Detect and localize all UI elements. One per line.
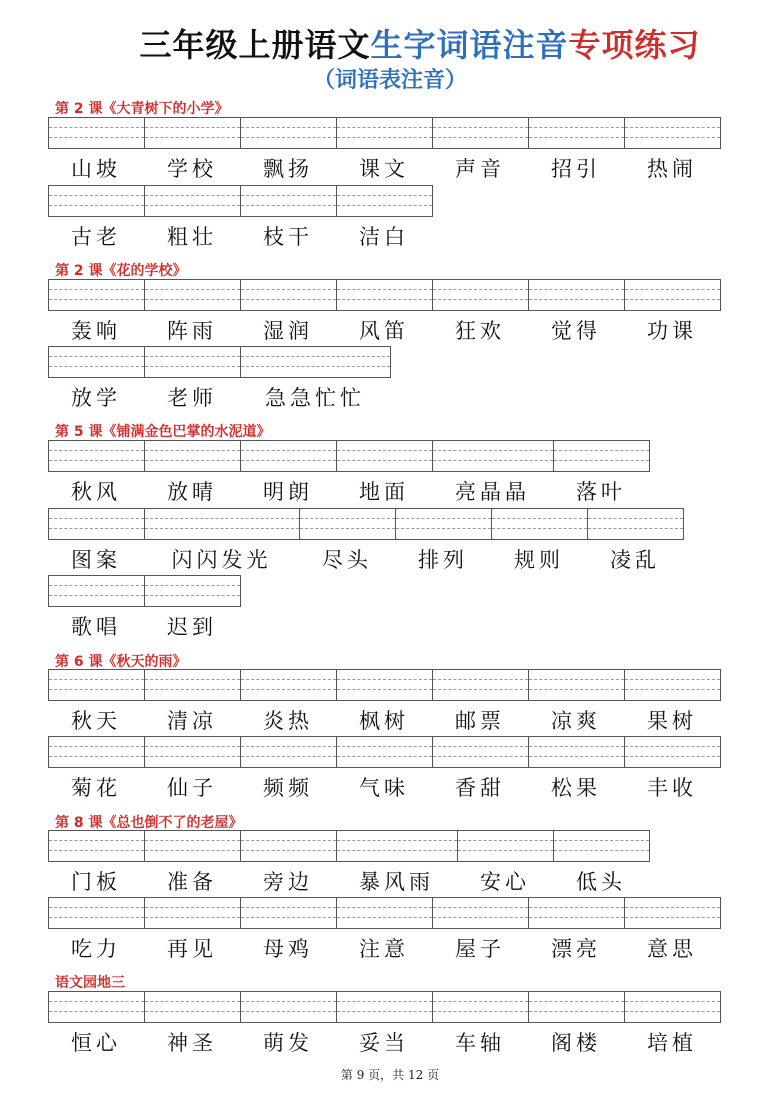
pinyin-writing-box[interactable] (299, 508, 396, 540)
pinyin-box-row (48, 991, 720, 1023)
word-list (48, 866, 649, 896)
pinyin-writing-box[interactable] (432, 669, 529, 701)
pinyin-writing-box[interactable] (240, 346, 391, 378)
pinyin-box-row (48, 575, 240, 607)
vocab-word: 飘扬 (263, 157, 313, 181)
vocab-word: 觉得 (551, 319, 601, 343)
pinyin-writing-box[interactable] (553, 830, 650, 862)
page-footer: 第 9 页，共 12 页 (340, 1068, 440, 1082)
vocab-word: 车轴 (455, 1031, 505, 1055)
pinyin-writing-box[interactable] (528, 736, 625, 768)
vocab-word: 炎热 (263, 709, 313, 733)
pinyin-writing-box[interactable] (240, 185, 337, 217)
word-list (48, 772, 720, 802)
pinyin-writing-box[interactable] (432, 279, 529, 311)
pinyin-writing-box[interactable] (240, 279, 337, 311)
word-row (48, 575, 240, 655)
pinyin-writing-box[interactable] (144, 897, 241, 929)
vocab-word: 声音 (455, 157, 505, 181)
vocab-word: 落叶 (576, 480, 626, 504)
pinyin-writing-box[interactable] (240, 830, 337, 862)
pinyin-writing-box[interactable] (48, 897, 145, 929)
vocab-word: 排列 (418, 548, 468, 572)
pinyin-writing-box[interactable] (144, 508, 300, 540)
pinyin-writing-box[interactable] (336, 117, 433, 149)
pinyin-writing-box[interactable] (240, 440, 337, 472)
pinyin-box-row (48, 279, 720, 311)
pinyin-writing-box[interactable] (48, 346, 145, 378)
pinyin-writing-box[interactable] (528, 669, 625, 701)
pinyin-writing-box[interactable] (528, 897, 625, 929)
vocab-word: 门板 (71, 870, 121, 894)
pinyin-box-row (48, 440, 649, 472)
pinyin-writing-box[interactable] (457, 830, 554, 862)
vocab-word: 规则 (514, 548, 564, 572)
pinyin-writing-box[interactable] (624, 991, 721, 1023)
vocab-word: 老师 (167, 386, 217, 410)
vocab-word: 枝干 (263, 225, 313, 249)
vocab-word: 歌唱 (71, 615, 121, 639)
vocab-word: 频频 (263, 776, 313, 800)
pinyin-writing-box[interactable] (395, 508, 492, 540)
vocab-word: 阵雨 (167, 319, 217, 343)
vocab-word: 屋子 (455, 937, 505, 961)
vocab-word: 阁楼 (551, 1031, 601, 1055)
pinyin-writing-box[interactable] (240, 991, 337, 1023)
title-part-practice: 专项练习 (568, 26, 701, 64)
pinyin-writing-box[interactable] (48, 508, 145, 540)
pinyin-writing-box[interactable] (48, 185, 145, 217)
pinyin-writing-box[interactable] (144, 346, 241, 378)
pinyin-writing-box[interactable] (240, 897, 337, 929)
pinyin-box-row (48, 185, 432, 217)
pinyin-writing-box[interactable] (432, 897, 529, 929)
title-part-grade: 三年级上册语文 (139, 26, 371, 64)
vocab-word: 放晴 (167, 480, 217, 504)
vocab-word: 秋天 (71, 709, 121, 733)
pinyin-writing-box[interactable] (432, 736, 529, 768)
pinyin-writing-box[interactable] (48, 736, 145, 768)
pinyin-writing-box[interactable] (144, 440, 241, 472)
pinyin-writing-box[interactable] (144, 279, 241, 311)
pinyin-box-row (48, 346, 390, 378)
pinyin-writing-box[interactable] (336, 279, 433, 311)
vocab-word: 邮票 (455, 709, 505, 733)
word-list (48, 476, 649, 506)
pinyin-writing-box[interactable] (144, 991, 241, 1023)
vocab-word: 安心 (480, 870, 530, 894)
vocab-word: 神圣 (167, 1031, 217, 1055)
pinyin-writing-box[interactable] (528, 117, 625, 149)
word-list (48, 705, 720, 735)
lesson-title: 语文园地三 (55, 975, 125, 991)
word-list (48, 221, 432, 251)
vocab-word: 培植 (647, 1031, 697, 1055)
word-row (48, 346, 390, 426)
pinyin-writing-box[interactable] (48, 830, 145, 862)
word-list (48, 1027, 720, 1057)
pinyin-writing-box[interactable] (240, 669, 337, 701)
word-row (48, 736, 720, 816)
vocab-word: 急急忙忙 (265, 386, 365, 410)
vocab-word: 萌发 (263, 1031, 313, 1055)
pinyin-box-row (48, 508, 683, 540)
pinyin-writing-box[interactable] (144, 830, 241, 862)
pinyin-box-row (48, 736, 720, 768)
vocab-word: 山坡 (71, 157, 121, 181)
pinyin-writing-box[interactable] (336, 991, 433, 1023)
vocab-word: 暴风雨 (359, 870, 434, 894)
vocab-word: 放学 (71, 386, 121, 410)
word-list (48, 544, 683, 574)
pinyin-writing-box[interactable] (528, 279, 625, 311)
vocab-word: 风笛 (359, 319, 409, 343)
vocab-word: 功课 (647, 319, 697, 343)
pinyin-writing-box[interactable] (144, 117, 241, 149)
vocab-word: 仙子 (167, 776, 217, 800)
vocab-word: 旁边 (263, 870, 313, 894)
pinyin-writing-box[interactable] (48, 575, 145, 607)
pinyin-writing-box[interactable] (48, 117, 145, 149)
vocab-word: 松果 (551, 776, 601, 800)
pinyin-writing-box[interactable] (624, 897, 721, 929)
vocab-word: 热闹 (647, 157, 697, 181)
vocab-word: 轰响 (71, 319, 121, 343)
pinyin-writing-box[interactable] (336, 669, 433, 701)
vocab-word: 果树 (647, 709, 697, 733)
vocab-word: 凉爽 (551, 709, 601, 733)
pinyin-writing-box[interactable] (48, 279, 145, 311)
vocab-word: 丰收 (647, 776, 697, 800)
vocab-word: 注意 (359, 937, 409, 961)
vocab-word: 尽头 (322, 548, 372, 572)
pinyin-writing-box[interactable] (336, 440, 433, 472)
vocab-word: 枫树 (359, 709, 409, 733)
pinyin-box-row (48, 117, 720, 149)
vocab-word: 秋风 (71, 480, 121, 504)
pinyin-writing-box[interactable] (336, 897, 433, 929)
vocab-word: 妥当 (359, 1031, 409, 1055)
word-row (48, 185, 432, 265)
pinyin-writing-box[interactable] (432, 991, 529, 1023)
pinyin-writing-box[interactable] (336, 736, 433, 768)
word-list (48, 382, 390, 412)
pinyin-writing-box[interactable] (432, 117, 529, 149)
vocab-word: 明朗 (263, 480, 313, 504)
word-row (48, 991, 720, 1071)
pinyin-writing-box[interactable] (144, 669, 241, 701)
vocab-word: 迟到 (167, 615, 217, 639)
vocab-word: 气味 (359, 776, 409, 800)
pinyin-writing-box[interactable] (336, 185, 433, 217)
word-list (48, 933, 720, 963)
vocab-word: 学校 (167, 157, 217, 181)
word-list (48, 611, 240, 641)
vocab-word: 亮晶晶 (455, 480, 530, 504)
vocab-word: 恒心 (71, 1031, 121, 1055)
vocab-word: 招引 (551, 157, 601, 181)
vocab-word: 意思 (647, 937, 697, 961)
vocab-word: 再见 (167, 937, 217, 961)
vocab-word: 吃力 (71, 937, 121, 961)
vocab-word: 课文 (359, 157, 409, 181)
vocab-word: 漂亮 (551, 937, 601, 961)
pinyin-writing-box[interactable] (240, 117, 337, 149)
pinyin-writing-box[interactable] (587, 508, 684, 540)
lesson-title: 第 5 课《铺满金色巴掌的水泥道》 (55, 424, 271, 440)
pinyin-writing-box[interactable] (624, 117, 721, 149)
vocab-word: 粗壮 (167, 225, 217, 249)
title-part-topic: 生字词语注音 (370, 26, 569, 64)
pinyin-writing-box[interactable] (144, 736, 241, 768)
vocab-word: 香甜 (455, 776, 505, 800)
pinyin-box-row (48, 897, 720, 929)
pinyin-writing-box[interactable] (528, 991, 625, 1023)
word-list (48, 153, 720, 183)
pinyin-writing-box[interactable] (336, 830, 458, 862)
pinyin-writing-box[interactable] (48, 669, 145, 701)
lesson-title: 第 8 课《总也倒不了的老屋》 (55, 815, 243, 831)
pinyin-writing-box[interactable] (491, 508, 588, 540)
vocab-word: 凌乱 (610, 548, 660, 572)
pinyin-writing-box[interactable] (624, 279, 721, 311)
word-row (48, 897, 720, 977)
pinyin-box-row (48, 669, 720, 701)
pinyin-writing-box[interactable] (240, 736, 337, 768)
page-title (0, 20, 780, 66)
pinyin-writing-box[interactable] (624, 669, 721, 701)
pinyin-writing-box[interactable] (553, 440, 650, 472)
vocab-word: 图案 (71, 548, 121, 572)
pinyin-box-row (48, 830, 649, 862)
vocab-word: 地面 (359, 480, 409, 504)
page-subtitle: （词语表注音） (312, 67, 467, 93)
pinyin-writing-box[interactable] (624, 736, 721, 768)
vocab-word: 准备 (167, 870, 217, 894)
vocab-word: 闪闪发光 (171, 548, 272, 572)
pinyin-writing-box[interactable] (432, 440, 554, 472)
vocab-word: 湿润 (263, 319, 313, 343)
lesson-title: 第 2 课《花的学校》 (55, 263, 187, 279)
vocab-word: 洁白 (359, 225, 409, 249)
word-list (48, 315, 720, 345)
pinyin-writing-box[interactable] (48, 991, 145, 1023)
vocab-word: 低头 (576, 870, 626, 894)
pinyin-writing-box[interactable] (144, 185, 241, 217)
vocab-word: 母鸡 (263, 937, 313, 961)
vocab-word: 清凉 (167, 709, 217, 733)
lesson-title: 第 6 课《秋天的雨》 (55, 654, 187, 670)
vocab-word: 古老 (71, 225, 121, 249)
pinyin-writing-box[interactable] (48, 440, 145, 472)
lesson-title: 第 2 课《大青树下的小学》 (55, 101, 229, 117)
vocab-word: 狂欢 (455, 319, 505, 343)
pinyin-writing-box[interactable] (144, 575, 241, 607)
vocab-word: 菊花 (71, 776, 121, 800)
